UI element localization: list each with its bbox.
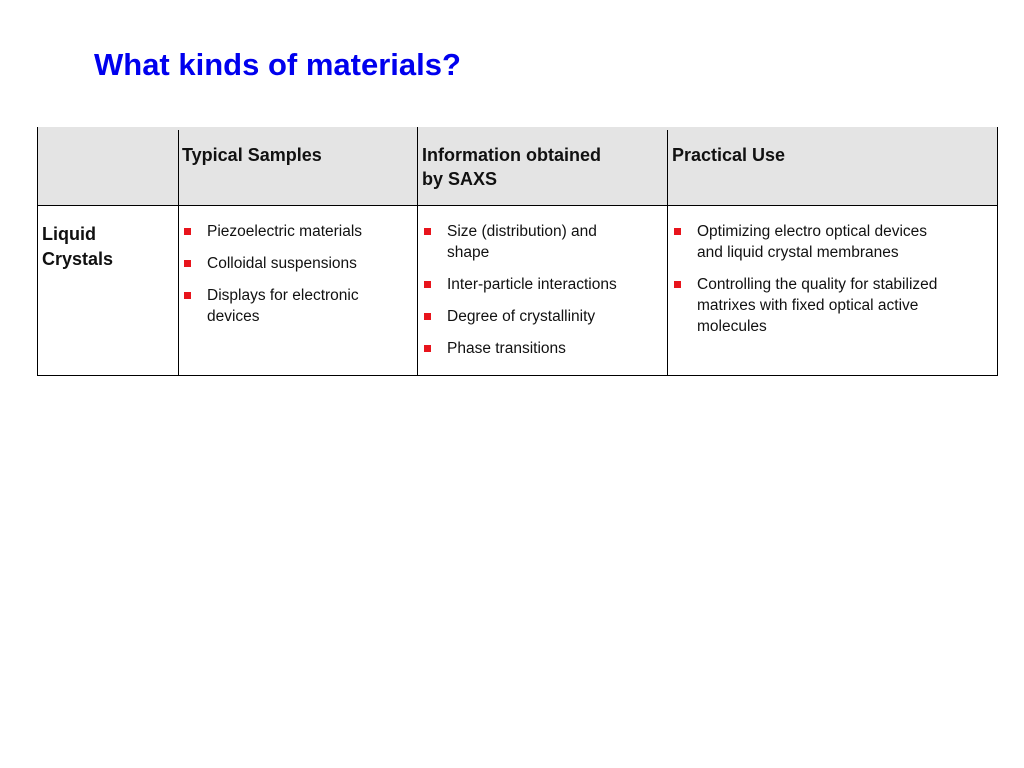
list-item <box>422 221 662 263</box>
row-label-liquid-crystals <box>42 222 113 272</box>
list-item-text-line: matrixes with fixed optical active <box>697 297 919 314</box>
list-item <box>422 274 662 295</box>
list-item-text-line: and liquid crystal membranes <box>697 244 899 261</box>
list-item-text-line: devices <box>207 308 260 325</box>
list-item-text-line: Controlling the quality for stabilized <box>697 276 938 293</box>
square-bullet-icon <box>184 260 191 267</box>
table-border-right <box>997 127 998 376</box>
row-label-line-1: Liquid <box>42 224 96 244</box>
list-item-text-line: Piezoelectric materials <box>207 223 363 240</box>
list-item <box>182 221 414 242</box>
header-information-line-2: by SAXS <box>422 169 498 189</box>
square-bullet-icon <box>424 281 431 288</box>
list-item-text-line: Displays for electronic <box>207 287 359 304</box>
list-item <box>182 253 414 274</box>
list-item-text-line: Optimizing electro optical devices <box>697 223 928 240</box>
practical-use-list <box>672 221 994 348</box>
row-label-line-2: Crystals <box>42 249 114 269</box>
slide-title: What kinds of materials? <box>94 47 461 82</box>
list-item-text-line: molecules <box>697 318 767 335</box>
list-item <box>182 285 414 327</box>
table-divider-1 <box>178 130 179 376</box>
list-item <box>422 306 662 327</box>
list-item-text-line: Colloidal suspensions <box>207 255 357 272</box>
header-practical-use: Practical Use <box>672 145 786 165</box>
square-bullet-icon <box>424 228 431 235</box>
table-divider-2 <box>417 127 418 376</box>
square-bullet-icon <box>674 228 681 235</box>
list-item-text-line: Size (distribution) and <box>447 223 597 240</box>
materials-table <box>37 127 998 376</box>
header-information <box>422 143 601 191</box>
list-item <box>672 274 994 337</box>
list-item-text-line: Phase transitions <box>447 340 566 357</box>
square-bullet-icon <box>184 228 191 235</box>
list-item-text-line: shape <box>447 244 490 261</box>
square-bullet-icon <box>184 292 191 299</box>
list-item <box>422 338 662 359</box>
table-header-separator <box>37 205 998 206</box>
list-item-text-line: Inter-particle interactions <box>447 276 617 293</box>
square-bullet-icon <box>424 345 431 352</box>
table-divider-3 <box>667 130 668 376</box>
square-bullet-icon <box>674 281 681 288</box>
table-border-left <box>37 127 38 376</box>
list-item <box>672 221 994 263</box>
square-bullet-icon <box>424 313 431 320</box>
information-list <box>422 221 662 370</box>
header-information-line-1: Information obtained <box>422 145 601 165</box>
header-typical-samples: Typical Samples <box>182 145 322 165</box>
list-item-text-line: Degree of crystallinity <box>447 308 596 325</box>
table-border-bottom <box>37 375 998 376</box>
typical-samples-list <box>182 221 414 338</box>
